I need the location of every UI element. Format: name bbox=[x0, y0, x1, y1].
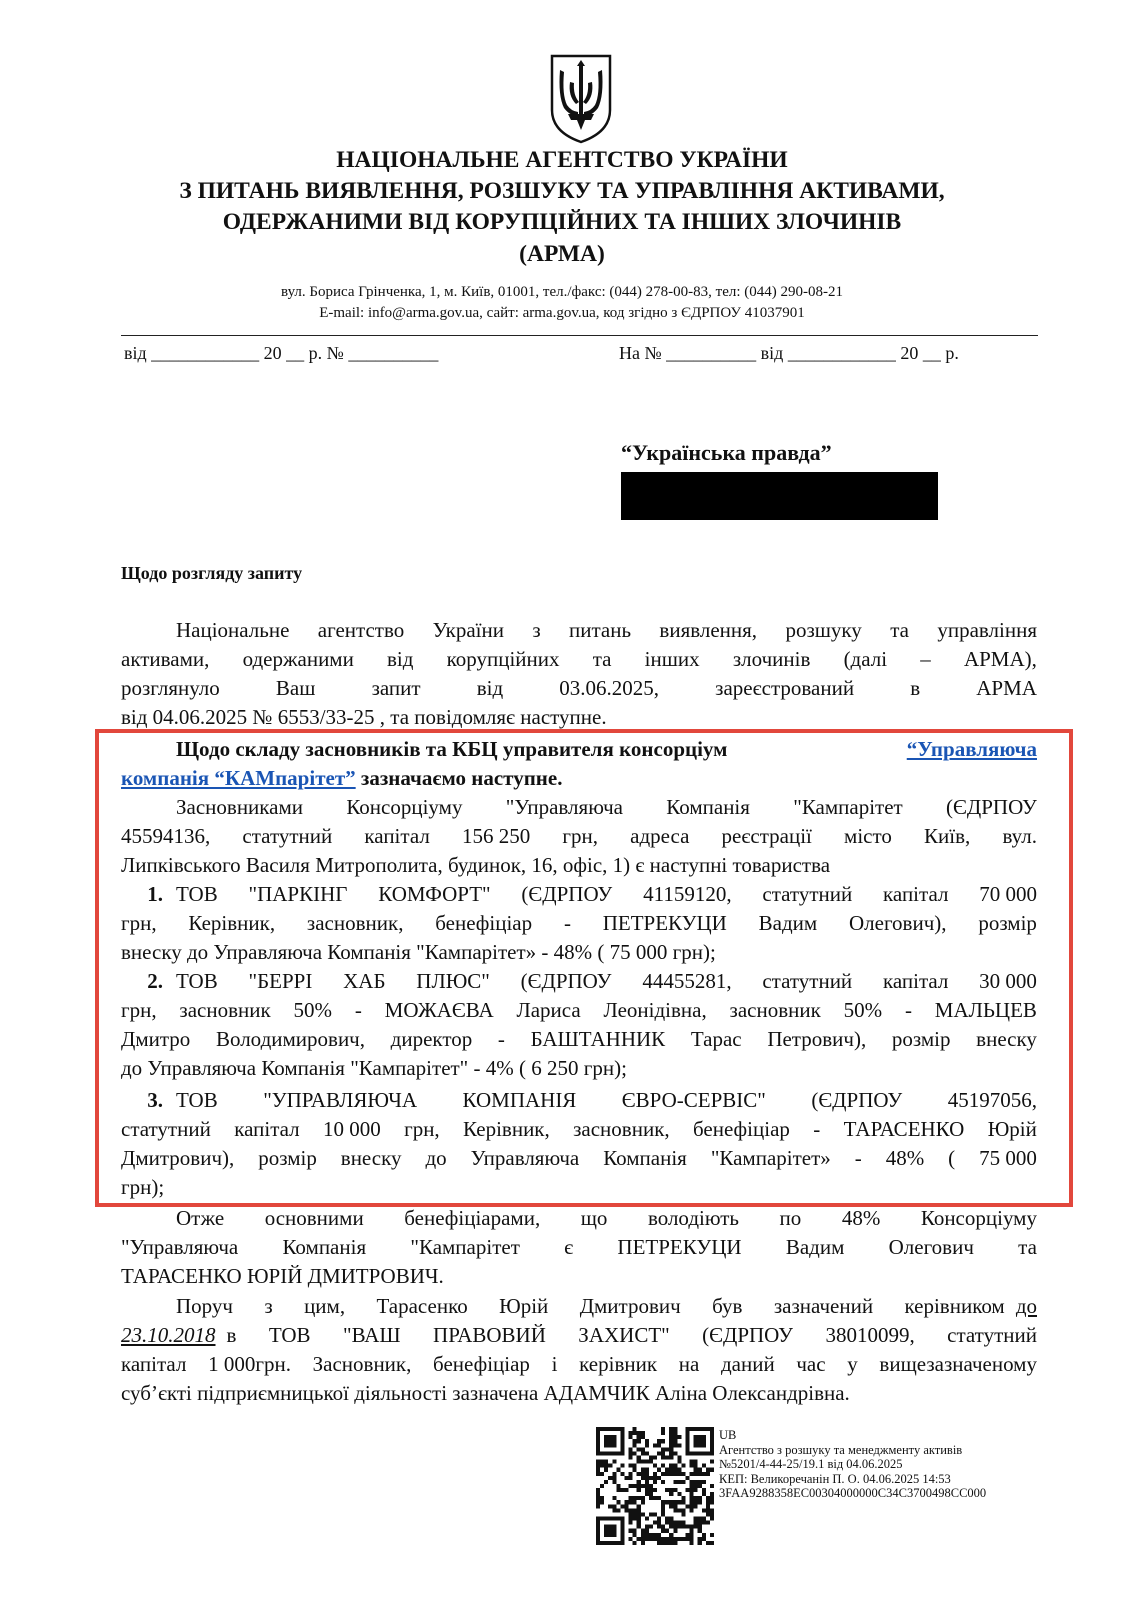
word: - bbox=[904, 998, 912, 1022]
word: (ЄДРПОУ bbox=[946, 795, 1037, 819]
word: статутний bbox=[762, 969, 853, 993]
word: злочинів bbox=[732, 647, 811, 671]
word: з bbox=[264, 1294, 273, 1318]
word: цим, bbox=[304, 1294, 346, 1318]
word: засновник, bbox=[573, 1117, 670, 1141]
word: "БЕРРІ bbox=[248, 969, 313, 993]
word: виявлення, bbox=[659, 618, 758, 642]
stamp-agency: Агентство з розшуку та менеджменту активів bbox=[719, 1442, 963, 1457]
word: керівником bbox=[904, 1294, 1005, 1318]
additional-line-2 bbox=[121, 1321, 1037, 1350]
word: Олегович bbox=[888, 1235, 974, 1259]
word: розшуку bbox=[785, 618, 862, 642]
word: агентство bbox=[317, 618, 405, 642]
highlight-heading-text: Щодо складу засновників та КБЦ управителя консорціум bbox=[176, 737, 728, 761]
word: статутний bbox=[242, 824, 333, 848]
word: Компанія bbox=[603, 1146, 687, 1170]
word: Керівник, bbox=[463, 1117, 550, 1141]
intro-line-4: від 04.06.2025 № 6553/33-25 , та повідомляє наступне. bbox=[121, 705, 607, 729]
word: - bbox=[813, 1117, 821, 1141]
word: в bbox=[910, 676, 921, 700]
word: Тарас bbox=[690, 1027, 742, 1051]
word: ЗАХИСТ" bbox=[578, 1323, 670, 1347]
word: статутний bbox=[947, 1323, 1037, 1347]
word: ПЕТРЕКУЦИ bbox=[602, 911, 727, 935]
word: Леонідівна, bbox=[603, 998, 707, 1022]
word: 41159120, bbox=[643, 882, 732, 906]
word: Отже bbox=[176, 1206, 225, 1230]
stamp-signer: КЕП: Великоречанін П. О. 04.06.2025 14:53 bbox=[719, 1471, 951, 1486]
word: ТАРАСЕНКО bbox=[843, 1117, 965, 1141]
word: Поруч bbox=[176, 1294, 233, 1318]
word: з bbox=[532, 618, 541, 642]
word: від bbox=[387, 647, 414, 671]
word: реєстрації bbox=[721, 824, 812, 848]
word: внеску bbox=[340, 1146, 402, 1170]
word: що bbox=[580, 1206, 608, 1230]
word: Вадим bbox=[758, 911, 818, 935]
conclusion-line-1 bbox=[121, 1204, 1037, 1233]
word: 30 000 bbox=[979, 969, 1037, 993]
word: Засновниками bbox=[176, 795, 304, 819]
word: капітал bbox=[882, 969, 949, 993]
highlight-heading-end: зазначаємо наступне. bbox=[355, 766, 563, 790]
word: 50% bbox=[843, 998, 883, 1022]
word: внеску bbox=[976, 1027, 1037, 1051]
word: (ЄДРПОУ bbox=[702, 1323, 794, 1347]
word: 45594136, bbox=[121, 824, 211, 848]
item-number: 1. bbox=[147, 882, 163, 906]
word: капітал bbox=[364, 824, 430, 848]
agency-name-line-1: НАЦІОНАЛЬНЕ АГЕНТСТВО УКРАЇНИ bbox=[336, 147, 788, 173]
word: "ВАШ bbox=[343, 1323, 401, 1347]
word: Вадим bbox=[785, 1235, 845, 1259]
word: БАШТАННИК bbox=[530, 1027, 666, 1051]
word: в bbox=[226, 1323, 237, 1347]
word: ТОВ bbox=[176, 1088, 218, 1112]
word: Компанія bbox=[282, 1235, 367, 1259]
intro-line-2 bbox=[121, 645, 1037, 674]
word: на bbox=[678, 1352, 700, 1376]
item-2-line-4: до Управляюча Компанія "Кампарітет" - 4% ( 6 250 грн); bbox=[121, 1056, 627, 1080]
word: грн, bbox=[562, 824, 598, 848]
item-3-line-4: грн); bbox=[121, 1175, 165, 1199]
word: місто bbox=[844, 824, 892, 848]
word: зазначений bbox=[773, 1294, 874, 1318]
additional-line-1-words bbox=[176, 1292, 1005, 1321]
word: засновник bbox=[729, 998, 821, 1022]
redacted-block bbox=[621, 472, 938, 520]
agency-contacts: E-mail: info@arma.gov.ua, сайт: arma.gov.ua, код згідно з ЄДРПОУ 41037901 bbox=[319, 305, 805, 321]
word: зареєстрований bbox=[715, 676, 855, 700]
word: ПЛЮС" bbox=[416, 969, 490, 993]
coat-of-arms-icon bbox=[548, 52, 614, 144]
conclusion-line-3: ТАРАСЕНКО ЮРІЙ ДМИТРОВИЧ. bbox=[121, 1264, 444, 1288]
agency-name-line-2: З ПИТАНЬ ВИЯВЛЕННЯ, РОЗШУКУ ТА УПРАВЛІННЯ АКТИВАМИ, bbox=[179, 178, 945, 204]
word: (ЄДРПОУ bbox=[521, 882, 613, 906]
word: "ПАРКІНГ bbox=[248, 882, 348, 906]
word: ТОВ bbox=[176, 969, 218, 993]
word: грн, bbox=[121, 911, 157, 935]
intro-line-3 bbox=[121, 674, 1037, 703]
additional-line-1 bbox=[121, 1292, 1037, 1321]
word: вул. bbox=[1002, 824, 1037, 848]
word: Ваш bbox=[275, 676, 316, 700]
word: 48% bbox=[841, 1206, 881, 1230]
word: 50% bbox=[293, 998, 333, 1022]
word: статутний bbox=[121, 1117, 211, 1141]
word: Консорціуму bbox=[920, 1206, 1037, 1230]
word: ЄВРО-СЕРВІС" bbox=[621, 1088, 766, 1112]
word: і bbox=[551, 1352, 558, 1376]
word: управління bbox=[937, 618, 1037, 642]
word: 45197056, bbox=[947, 1088, 1037, 1112]
word: Петрович), bbox=[767, 1027, 867, 1051]
word: (ЄДРПОУ bbox=[811, 1088, 903, 1112]
word: КОМПАНІЯ bbox=[462, 1088, 577, 1112]
word: 1 000грн. bbox=[208, 1352, 291, 1376]
word: Управляюча bbox=[470, 1146, 580, 1170]
underlined-date: 23.10.2018 bbox=[121, 1323, 216, 1347]
word: капітал bbox=[121, 1352, 187, 1376]
word: Київ, bbox=[924, 824, 971, 848]
word: розмір bbox=[978, 911, 1037, 935]
word: МОЖАЄВА bbox=[384, 998, 494, 1022]
word: розмір bbox=[891, 1027, 951, 1051]
word: України bbox=[432, 618, 504, 642]
highlight-frame bbox=[95, 729, 1073, 1207]
word: 48% bbox=[885, 1146, 925, 1170]
word: від bbox=[476, 676, 504, 700]
word: запит bbox=[371, 676, 421, 700]
stamp-registration: №5201/4-44-25/19.1 від 04.06.2025 bbox=[719, 1457, 903, 1472]
underlined-word: до bbox=[1015, 1294, 1037, 1318]
word: по bbox=[779, 1206, 802, 1230]
additional-line-2-words bbox=[227, 1321, 1038, 1350]
word: основними bbox=[264, 1206, 364, 1230]
word: 38010099, bbox=[825, 1323, 915, 1347]
word: ТОВ bbox=[176, 882, 218, 906]
word: питань bbox=[569, 618, 632, 642]
qr-code-icon bbox=[596, 1427, 714, 1545]
word: інших bbox=[644, 647, 700, 671]
word: адреса bbox=[630, 824, 690, 848]
word: (ЄДРПОУ bbox=[520, 969, 612, 993]
word: Дмитро bbox=[121, 1027, 191, 1051]
word: статутний bbox=[762, 882, 853, 906]
word: МАЛЬЦЕВ bbox=[934, 998, 1037, 1022]
additional-line-3 bbox=[121, 1350, 1037, 1379]
word: Юрій bbox=[499, 1294, 549, 1318]
word: вищезазначеному bbox=[879, 1352, 1037, 1376]
word: "Кампарітет» bbox=[710, 1146, 831, 1170]
word: активами, bbox=[121, 647, 210, 671]
stamp-code: UB bbox=[719, 1428, 737, 1442]
word: Юрій bbox=[987, 1117, 1037, 1141]
word: Дмитрович bbox=[579, 1294, 681, 1318]
word: Володимирович, bbox=[215, 1027, 365, 1051]
word: корупційних bbox=[446, 647, 560, 671]
e-signature-stamp bbox=[719, 1428, 986, 1501]
word: "Управляюча bbox=[505, 795, 623, 819]
word: ТОВ bbox=[268, 1323, 311, 1347]
word: Консорціуму bbox=[346, 795, 463, 819]
word: Засновник, bbox=[312, 1352, 412, 1376]
word: володіють bbox=[647, 1206, 740, 1230]
word: Національне bbox=[176, 618, 290, 642]
company-link-part-2[interactable]: компанія “КАМпарітет” bbox=[121, 766, 356, 790]
word: 10 000 bbox=[322, 1117, 381, 1141]
word: у bbox=[847, 1352, 858, 1376]
word: грн, bbox=[404, 1117, 440, 1141]
word: капітал bbox=[234, 1117, 300, 1141]
word: ПРАВОВИЙ bbox=[433, 1323, 546, 1347]
word: та bbox=[592, 647, 612, 671]
word: ПЕТРЕКУЦИ bbox=[617, 1235, 742, 1259]
additional-line-4: суб’єкті підприємницької діяльності зазначена АДАМЧИК Аліна Олександрівна. bbox=[121, 1381, 850, 1405]
incoming-reference: На № __________ від ____________ 20 __ р. bbox=[619, 343, 959, 363]
word: ХАБ bbox=[343, 969, 386, 993]
word: Керівник, bbox=[188, 911, 276, 935]
agency-abbreviation: (АРМА) bbox=[519, 241, 605, 267]
word: "Кампарітет bbox=[410, 1235, 520, 1259]
word: бенефіціар bbox=[433, 1352, 530, 1376]
word: засновник, bbox=[306, 911, 404, 935]
word: (далі bbox=[843, 647, 888, 671]
word: директор bbox=[390, 1027, 473, 1051]
agency-name-line-3: ОДЕРЖАНИМИ ВІД КОРУПЦІЙНИХ ТА ІНШИХ ЗЛОЧИНІВ bbox=[222, 209, 902, 235]
intro-line-1 bbox=[121, 616, 1037, 645]
word: одержаними bbox=[242, 647, 354, 671]
word: - bbox=[854, 1146, 862, 1170]
conclusion-line-2 bbox=[121, 1233, 1037, 1262]
word: розмір bbox=[258, 1146, 317, 1170]
word: "Управляюча bbox=[121, 1235, 239, 1259]
founders-line-3: Липківського Василя Митрополита, будинок, 16, офіс, 1) є наступні товариства bbox=[121, 853, 831, 877]
word: "УПРАВЛЯЮЧА bbox=[263, 1088, 418, 1112]
word: даний bbox=[720, 1352, 775, 1376]
word: бенефіціарами, bbox=[404, 1206, 541, 1230]
word: та bbox=[1018, 1235, 1037, 1259]
word: - bbox=[497, 1027, 505, 1051]
word: Лариса bbox=[516, 998, 581, 1022]
word: до bbox=[425, 1146, 447, 1170]
word: 75 000 bbox=[979, 1146, 1037, 1170]
outgoing-reference: від ____________ 20 __ р. № __________ bbox=[124, 343, 439, 363]
word: 03.06.2025, bbox=[559, 676, 660, 700]
word: керівник bbox=[579, 1352, 658, 1376]
word: ( bbox=[948, 1146, 956, 1170]
stamp-hash: 3FAA9288358EC00304000000C34C3700498CC000 bbox=[719, 1486, 987, 1501]
item-number: 2. bbox=[147, 969, 163, 993]
word: - bbox=[354, 998, 362, 1022]
word: - bbox=[563, 911, 571, 935]
word: 44455281, bbox=[642, 969, 732, 993]
word: АРМА), bbox=[963, 647, 1037, 671]
header-divider bbox=[121, 335, 1038, 336]
word: Олегович), bbox=[849, 911, 947, 935]
word: капітал bbox=[883, 882, 949, 906]
word: засновник bbox=[179, 998, 271, 1022]
word: – bbox=[920, 647, 931, 671]
word: АРМА bbox=[976, 676, 1037, 700]
word: Компанія bbox=[666, 795, 750, 819]
item-number: 3. bbox=[147, 1088, 163, 1112]
recipient-name: “Українська правда” bbox=[621, 440, 832, 465]
word: грн, bbox=[121, 998, 157, 1022]
word: бенефіціар bbox=[693, 1117, 790, 1141]
word: "Кампарітет bbox=[793, 795, 903, 819]
letter-subject: Щодо розгляду запиту bbox=[121, 563, 303, 583]
word: Дмитрович), bbox=[121, 1146, 235, 1170]
word: 70 000 bbox=[979, 882, 1037, 906]
word: є bbox=[564, 1235, 574, 1259]
word: розглянуло bbox=[121, 676, 220, 700]
word: час bbox=[796, 1352, 826, 1376]
word: 156 250 bbox=[461, 824, 531, 848]
item-1-line-3: внеску до Управляюча Компанія "Кампарітет» - 48% ( 75 000 грн); bbox=[121, 940, 716, 964]
word: Тарасенко bbox=[376, 1294, 468, 1318]
agency-address: вул. Бориса Грінченка, 1, м. Київ, 01001, тел./факс: (044) 278-00-83, тел: (044) 290-08-21 bbox=[281, 284, 843, 300]
company-link-part-1[interactable]: “Управляюча bbox=[906, 737, 1037, 761]
word: КОМФОРТ" bbox=[378, 882, 491, 906]
word: та bbox=[890, 618, 909, 642]
word: був bbox=[712, 1294, 743, 1318]
word: бенефіціар bbox=[435, 911, 533, 935]
